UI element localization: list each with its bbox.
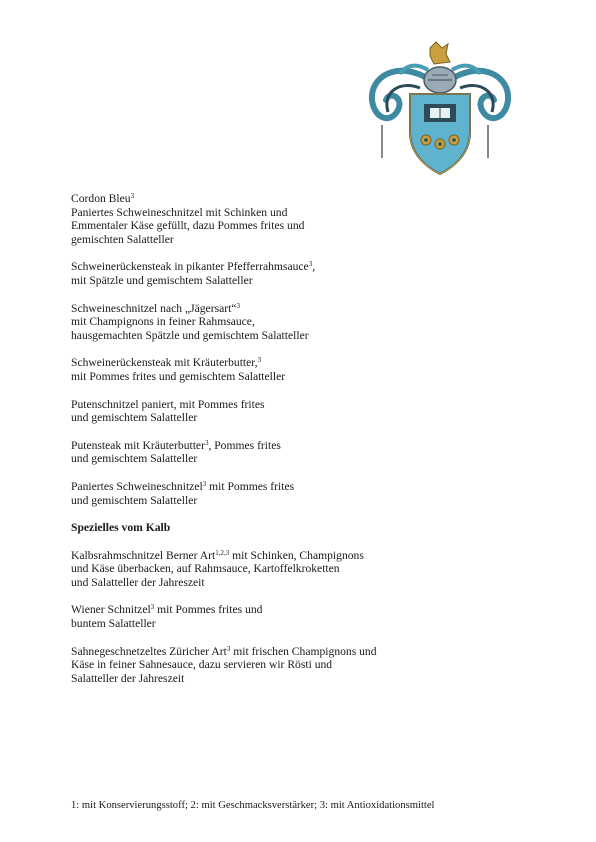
menu-item	[71, 549, 541, 590]
menu-item-text: mit frischen Champignons und	[230, 644, 377, 658]
menu-item-text: Paniertes Schweineschnitzel	[71, 479, 203, 493]
menu-item-text: Putenschnitzel paniert, mit Pommes frites	[71, 397, 265, 411]
menu-item-line	[71, 260, 541, 274]
menu-item-line	[71, 562, 541, 576]
menu-item-text: mit Pommes frites und gemischtem Salatteller	[71, 369, 286, 383]
menu-item-line	[71, 398, 541, 412]
menu-item-text: mit Schinken, Champignons	[229, 548, 364, 562]
menu-items-pork-turkey	[71, 192, 541, 507]
menu-item-text: Kalbsrahmschnitzel Berner Art	[71, 548, 216, 562]
menu-item-text: buntem Salatteller	[71, 617, 156, 631]
menu-item	[71, 302, 541, 343]
menu-item	[71, 645, 541, 686]
menu-item-text: und Salatteller der Jahreszeit	[71, 575, 205, 589]
menu-item-line	[71, 576, 541, 590]
menu-item	[71, 439, 541, 466]
footnote-marker: 3	[202, 479, 207, 488]
coat-of-arms-icon	[360, 40, 520, 185]
menu-item-line	[71, 233, 541, 247]
menu-item-text: Käse in feiner Sahnesauce, dazu servieren wir Rösti und	[71, 658, 333, 672]
menu-item-text: mit Pommes frites	[206, 479, 295, 493]
menu-item-text: ,	[312, 260, 316, 274]
menu-item-line	[71, 617, 541, 631]
menu-item-line	[71, 603, 541, 617]
menu-item-text: und Käse überbacken, auf Rahmsauce, Kartoffelkroketten	[71, 562, 340, 576]
footnote-marker: 3	[204, 438, 209, 447]
menu-item-text: Emmentaler Käse gefüllt, dazu Pommes frites und	[71, 219, 305, 233]
footnote-marker: 1,2,3	[215, 548, 230, 557]
menu-item-line	[71, 439, 541, 453]
menu-item-text: Wiener Schnitzel	[71, 603, 151, 617]
menu-item-text: Schweinerückensteak in pikanter Pfefferrahmsauce	[71, 260, 309, 274]
menu-item	[71, 356, 541, 383]
menu-item	[71, 192, 541, 246]
footnote-marker: 3	[226, 644, 231, 653]
menu-item-line	[71, 549, 541, 563]
menu-item-line	[71, 645, 541, 659]
menu-item-text: hausgemachten Spätzle und gemischtem Salatteller	[71, 328, 309, 342]
menu-item	[71, 603, 541, 630]
menu-item-line	[71, 480, 541, 494]
menu-item	[71, 480, 541, 507]
menu-item-text: und gemischtem Salatteller	[71, 411, 198, 425]
footnote-marker: 3	[308, 260, 313, 269]
menu-item-text: gemischten Salatteller	[71, 232, 174, 246]
menu-item-text: Paniertes Schweineschnitzel mit Schinken und	[71, 205, 288, 219]
menu-item-text: mit Champignons in feiner Rahmsauce,	[71, 315, 255, 329]
menu-item-line	[71, 370, 541, 384]
menu-item	[71, 260, 541, 287]
menu-item-line	[71, 672, 541, 686]
menu-content	[71, 192, 541, 699]
menu-item-text: mit Spätzle und gemischtem Salatteller	[71, 273, 253, 287]
allergen-footnote: 1: mit Konservierungsstoff; 2: mit Geschmacksverstärker; 3: mit Antioxidationsmittel	[71, 800, 435, 811]
footnote-marker: 3	[150, 603, 155, 612]
menu-item-line	[71, 356, 541, 370]
menu-item-line	[71, 192, 541, 206]
menu-item-line	[71, 452, 541, 466]
menu-item-text: Schweineschnitzel nach „Jägersart“	[71, 301, 237, 315]
footnote-marker: 3	[257, 356, 262, 365]
menu-item-text: , Pommes frites	[208, 438, 281, 452]
menu-item-line	[71, 302, 541, 316]
menu-item	[71, 398, 541, 425]
menu-item-line	[71, 494, 541, 508]
menu-item-line	[71, 206, 541, 220]
section-heading: Spezielles vom Kalb	[71, 521, 171, 535]
menu-item-line	[71, 329, 541, 343]
menu-item-line	[71, 658, 541, 672]
menu-item-text: und gemischtem Salatteller	[71, 493, 198, 507]
menu-item-text: mit Pommes frites und	[154, 603, 263, 617]
footnote-marker: 3	[130, 192, 135, 200]
menu-item-text: Sahnegeschnetzeltes Züricher Art	[71, 644, 227, 658]
menu-item-text: Salatteller der Jahreszeit	[71, 671, 185, 685]
menu-item-line	[71, 219, 541, 233]
menu-item-line	[71, 411, 541, 425]
menu-item-text: und gemischtem Salatteller	[71, 452, 198, 466]
menu-item-line	[71, 274, 541, 288]
footnote-marker: 3	[236, 301, 240, 310]
menu-item-text: Putensteak mit Kräuterbutter	[71, 438, 205, 452]
menu-item-line	[71, 315, 541, 329]
menu-item-text: Schweinerückensteak mit Kräuterbutter,	[71, 356, 258, 370]
menu-items-veal	[71, 549, 541, 686]
menu-item-text: Cordon Bleu	[71, 192, 131, 205]
